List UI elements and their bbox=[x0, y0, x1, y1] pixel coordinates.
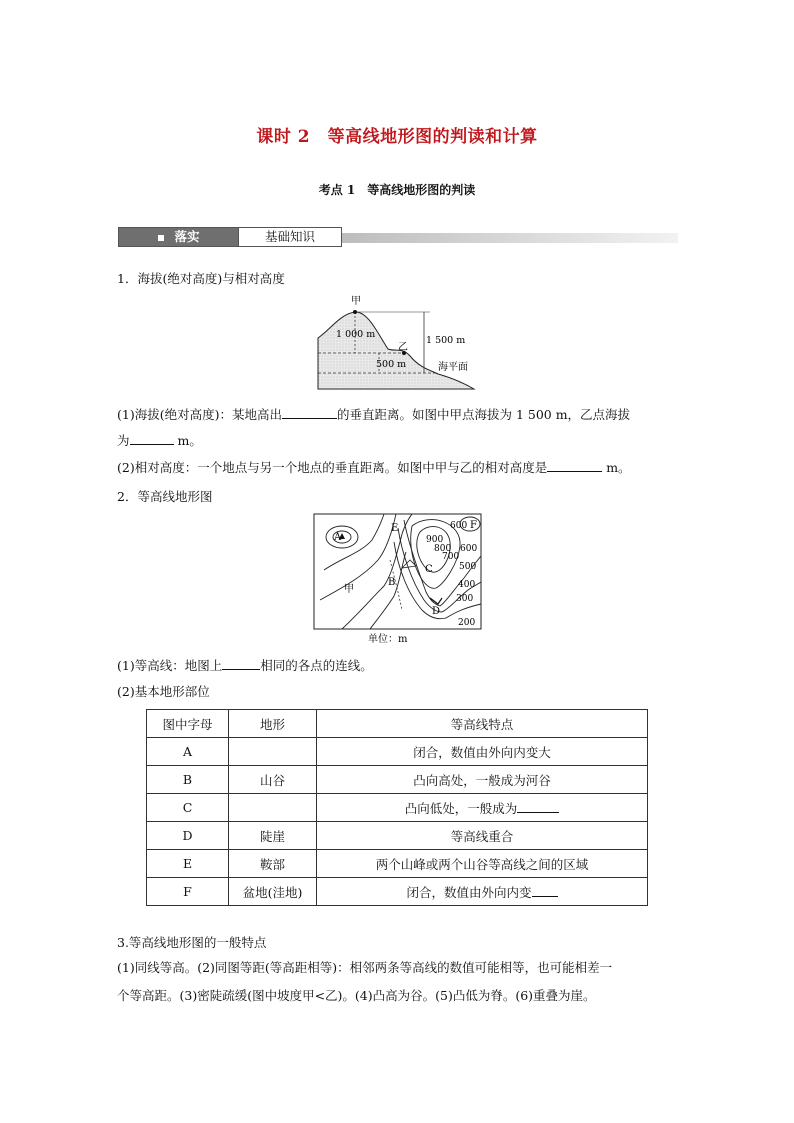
text: m。 bbox=[602, 460, 631, 475]
table-cell: 盆地(洼地) bbox=[229, 878, 317, 906]
table-cell bbox=[229, 794, 317, 822]
table-cell: E bbox=[147, 850, 229, 878]
table-header: 图中字母 bbox=[147, 710, 229, 738]
contour-label-700: 700 bbox=[442, 552, 460, 562]
table-row bbox=[147, 822, 648, 850]
map-label-b: B bbox=[388, 577, 396, 588]
text: (2)相对高度：一个地点与另一个地点的垂直距离。如图中甲与乙的相对高度是 bbox=[117, 460, 548, 475]
mountain-profile bbox=[318, 312, 474, 389]
map-label-d: D bbox=[432, 606, 441, 617]
table-cell: 陡崖 bbox=[229, 822, 317, 850]
contour-label-600: 600 bbox=[460, 544, 478, 554]
text: 凸向低处，一般成为 bbox=[404, 801, 518, 816]
section-subtitle: 考点 1 等高线地形图的判读 bbox=[318, 183, 476, 197]
table-cell bbox=[229, 738, 317, 766]
heading-general-features: 3.等高线地形图的一般特点 bbox=[117, 935, 267, 950]
contour-label-300: 300 bbox=[456, 594, 474, 604]
map-label-e: E bbox=[391, 523, 399, 534]
label-1500: 1 500 m bbox=[426, 335, 466, 346]
banner-right: 基础知识 bbox=[238, 227, 342, 247]
map-label-jia: 甲 bbox=[344, 584, 354, 595]
contour-label-800: 800 bbox=[434, 544, 452, 554]
square-bullet-icon bbox=[158, 235, 164, 241]
table-cell: D bbox=[147, 822, 229, 850]
contour-label-200: 200 bbox=[458, 618, 476, 628]
table-cell: 闭合，数值由外向内变大 bbox=[317, 738, 648, 766]
table-header: 地形 bbox=[229, 710, 317, 738]
text: 为 bbox=[117, 433, 130, 448]
banner-gradient bbox=[342, 233, 678, 243]
table-row bbox=[147, 878, 648, 906]
table-cell: 凸向高处，一般成为河谷 bbox=[317, 766, 648, 794]
peak-point-icon bbox=[353, 310, 357, 314]
label-jia: 甲 bbox=[351, 296, 361, 307]
blank-3 bbox=[547, 457, 602, 472]
terrain-table bbox=[146, 709, 648, 906]
table-cell: 鞍部 bbox=[229, 850, 317, 878]
table-cell: F bbox=[147, 878, 229, 906]
heading-terrain-parts: (2)基本地形部位 bbox=[117, 684, 210, 699]
table-header-row bbox=[147, 710, 648, 738]
table-cell: A bbox=[147, 738, 229, 766]
map-label-a: A bbox=[334, 532, 342, 543]
contour-map-figure bbox=[312, 512, 484, 647]
features-line-1: (1)同线等高。(2)同图等距(等高距相等)：相邻两条等高线的数值可能相等，也可能相差一 bbox=[117, 960, 613, 975]
map-unit: 单位：m bbox=[368, 634, 408, 645]
contour-label-600-top: 600 bbox=[450, 521, 468, 531]
paragraph-altitude bbox=[117, 404, 630, 425]
text: m。 bbox=[173, 433, 202, 448]
section-banner bbox=[118, 227, 678, 247]
blank-5 bbox=[517, 798, 559, 813]
blank-6 bbox=[532, 882, 558, 897]
label-500: 500 m bbox=[376, 359, 407, 370]
table-cell: C bbox=[147, 794, 229, 822]
contour-label-400: 400 bbox=[458, 580, 476, 590]
page-title: 课时 2 等高线地形图的判读和计算 bbox=[256, 127, 538, 147]
contour-label-500: 500 bbox=[459, 562, 477, 572]
table-header: 等高线特点 bbox=[317, 710, 648, 738]
label-1000: 1 000 m bbox=[336, 329, 376, 340]
paragraph-altitude-cont bbox=[117, 430, 202, 451]
text: (1)海拔(绝对高度)：某地高出 bbox=[117, 407, 282, 422]
heading-altitude: 1．海拔(绝对高度)与相对高度 bbox=[117, 271, 285, 286]
table-row bbox=[147, 738, 648, 766]
table-cell: B bbox=[147, 766, 229, 794]
text: 的垂直距离。如图中甲点海拔为 1 500 m，乙点海拔 bbox=[336, 407, 631, 422]
text: 相同的各点的连线。 bbox=[260, 658, 373, 673]
map-label-c: C bbox=[425, 564, 433, 575]
paragraph-contour-definition bbox=[117, 655, 373, 676]
table-row bbox=[147, 766, 648, 794]
text: 闭合，数值由外向内变 bbox=[406, 885, 532, 900]
heading-contour-map: 2．等高线地形图 bbox=[117, 489, 213, 504]
label-sea-level: 海平面 bbox=[438, 362, 468, 373]
contour-label-900: 900 bbox=[426, 535, 444, 545]
blank-4 bbox=[222, 655, 260, 670]
table-cell: 山谷 bbox=[229, 766, 317, 794]
altitude-figure bbox=[312, 292, 482, 392]
table-row bbox=[147, 794, 648, 822]
features-line-2: 个等高距。(3)密陡疏缓(图中坡度甲<乙)。(4)凸高为谷。(5)凸低为脊。(6)重叠为崖。 bbox=[117, 988, 596, 1003]
paragraph-relative-height bbox=[117, 457, 631, 478]
table-cell: 两个山峰或两个山谷等高线之间的区域 bbox=[317, 850, 648, 878]
map-label-f: F bbox=[470, 520, 477, 531]
table-row bbox=[147, 850, 648, 878]
table-cell bbox=[317, 878, 648, 906]
text: (1)等高线：地图上 bbox=[117, 658, 223, 673]
table-cell bbox=[317, 794, 648, 822]
banner-left-label: 落实 bbox=[174, 229, 200, 244]
blank-1 bbox=[282, 404, 337, 419]
banner-left bbox=[118, 227, 240, 247]
label-yi: 乙 bbox=[398, 342, 408, 353]
blank-2 bbox=[130, 430, 174, 445]
table-cell: 等高线重合 bbox=[317, 822, 648, 850]
